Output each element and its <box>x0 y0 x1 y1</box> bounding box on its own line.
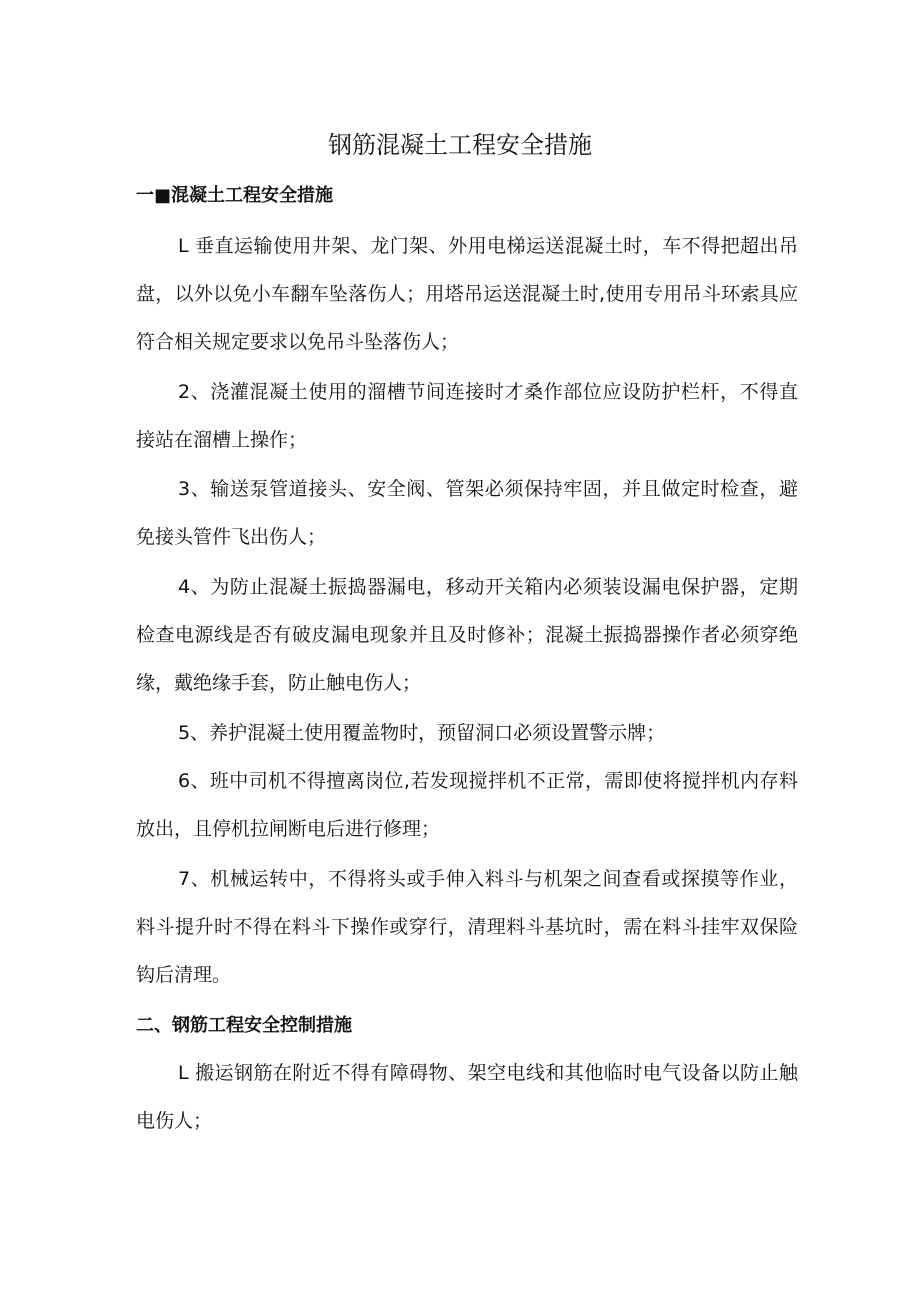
concrete-item-1: L 垂直运输使用井架、龙门架、外用电梯运送混凝土时，车不得把超出吊盘，以外以免小车翻车坠落伤人；用塔吊运送混凝土时,使用专用吊斗环索具应符合相关规定要求以免吊斗坠落伤人； <box>136 235 798 353</box>
concrete-item-3: 3、输送泵管道接头、安全阀、管架必须保持牢固，并且做定时检查，避免接头管件飞出伤人； <box>136 478 798 548</box>
document-title: 钢筋混凝土工程安全措施 <box>328 131 592 159</box>
concrete-item-7: 7、机械运转中，不得将头或手伸入料斗与机架之间查看或探摸等作业，料斗提升时不得在料斗下操作或穿行，清理料斗基坑时，需在料斗挂牢双保险钩后清理。 <box>136 868 798 986</box>
section-heading-rebar: 二、钢筋工程安全控制措施 <box>136 1015 352 1036</box>
concrete-item-2: 2、浇灌混凝土使用的溜槽节间连接时才桑作部位应设防护栏杆，不得直接站在溜槽上操作； <box>136 381 798 451</box>
concrete-item-5: 5、养护混凝土使用覆盖物时，预留洞口必须设置警示牌； <box>178 722 666 744</box>
section-heading-concrete: 一■混凝土工程安全措施 <box>136 185 334 206</box>
concrete-item-4: 4、为防止混凝土振捣器漏电，移动开关箱内必须装设漏电保护器，定期检查电源线是否有破皮漏电现象并且及时修补；混凝土振捣器操作者必须穿绝缘，戴绝缘手套，防止触电伤人； <box>136 576 798 694</box>
rebar-item-1: L 搬运钢筋在附近不得有障碍物、架空电线和其他临时电气设备以防止触电伤人； <box>136 1062 798 1132</box>
concrete-item-6: 6、班中司机不得擅离岗位,若发现搅拌机不正常，需即使将搅拌机内存料放出，且停机拉闸断电后进行修理； <box>136 770 798 840</box>
